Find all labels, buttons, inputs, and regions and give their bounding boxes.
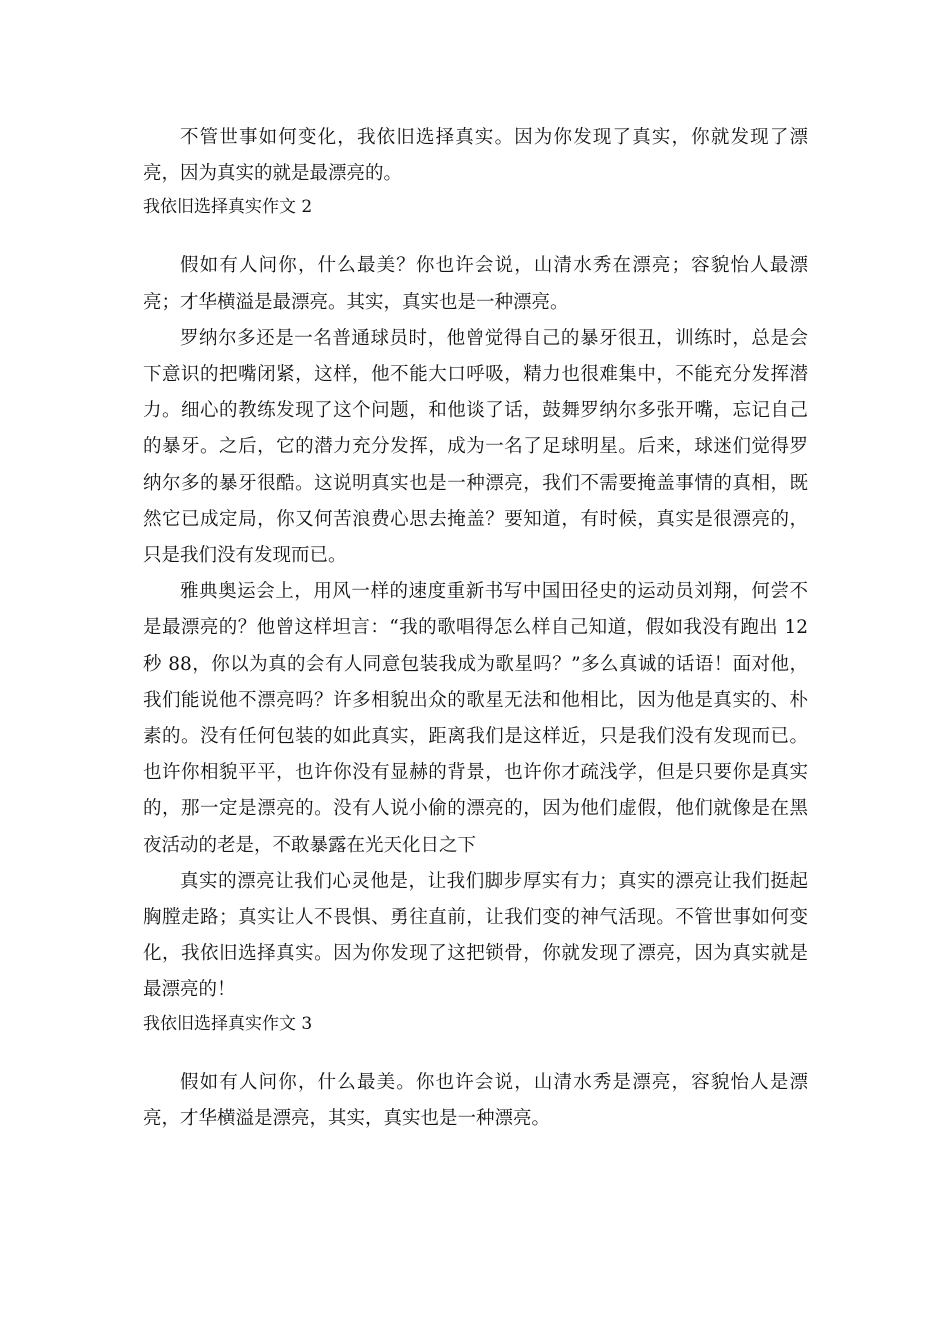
- paragraph: 罗纳尔多还是一名普通球员时，他曾觉得自己的暴牙很丑，训练时，总是会下意识的把嘴闭紧，这样，他不能大口呼吸，精力也很难集中，不能充分发挥潜力。细心的教练发现了这个问题，和他谈了话，鼓舞罗纳尔多张开嘴，忘记自己的暴牙。之后，它的潜力充分发挥，成为一名了足球明星。后来，球迷们觉得罗纳尔多的暴牙很酷。这说明真实也是一种漂亮，我们不需要掩盖事情的真相，既然它已成定局，你又何苦浪费心思去掩盖？要知道，有时候，真实是很漂亮的，只是我们没有发现而已。: [143, 327, 808, 567]
- paragraph: 假如有人问你，什么最美？你也许会说，山清水秀在漂亮；容貌怡人最漂亮；才华横溢是最漂亮。其实，真实也是一种漂亮。: [143, 255, 808, 313]
- spacer: [143, 222, 808, 248]
- paragraph-intro: 不管世事如何变化，我依旧选择真实。因为你发现了真实，你就发现了漂亮，因为真实的就是最漂亮的。: [143, 127, 808, 185]
- paragraph: 雅典奥运会上，用风一样的速度重新书写中国田径史的运动员刘翔，何尝不是最漂亮的？他曾这样坦言：“我的歌唱得怎么样自己知道，假如我没有跑出 12 秒 88，你以为真的会有人同意包装我成为歌星吗？”多么真诚的话语！面对他，我们能说他不漂亮吗？许多相貌出众的歌星无法和他相比，因为他是真实的、朴素的。没有任何包装的如此真实，距离我们是这样近，只是我们没有发现而已。也许你相貌平平，也许你没有显赫的背景，也许你才疏浅学，但是只要你是真实的，那一定是漂亮的。没有人说小偷的漂亮的，因为他们虚假，他们就像是在黑夜活动的老是，不敢暴露在光天化日之下: [143, 581, 808, 856]
- document-body: [143, 120, 808, 1137]
- paragraph: 真实的漂亮让我们心灵他是，让我们脚步厚实有力；真实的漂亮让我们挺起胸膛走路；真实让人不畏惧、勇往直前，让我们变的神气活现。不管世事如何变化，我依旧选择真实。因为你发现了这把锁骨，你就发现了漂亮，因为真实就是最漂亮的！: [143, 870, 808, 1001]
- spacer: [143, 1039, 808, 1065]
- section-heading-3: 我依旧选择真实作文 3: [143, 1013, 313, 1034]
- paragraph: 假如有人问你，什么最美。你也许会说，山清水秀是漂亮，容貌怡人是漂亮，才华横溢是漂亮，其实，真实也是一种漂亮。: [143, 1071, 808, 1129]
- section-heading-2: 我依旧选择真实作文 2: [143, 197, 313, 218]
